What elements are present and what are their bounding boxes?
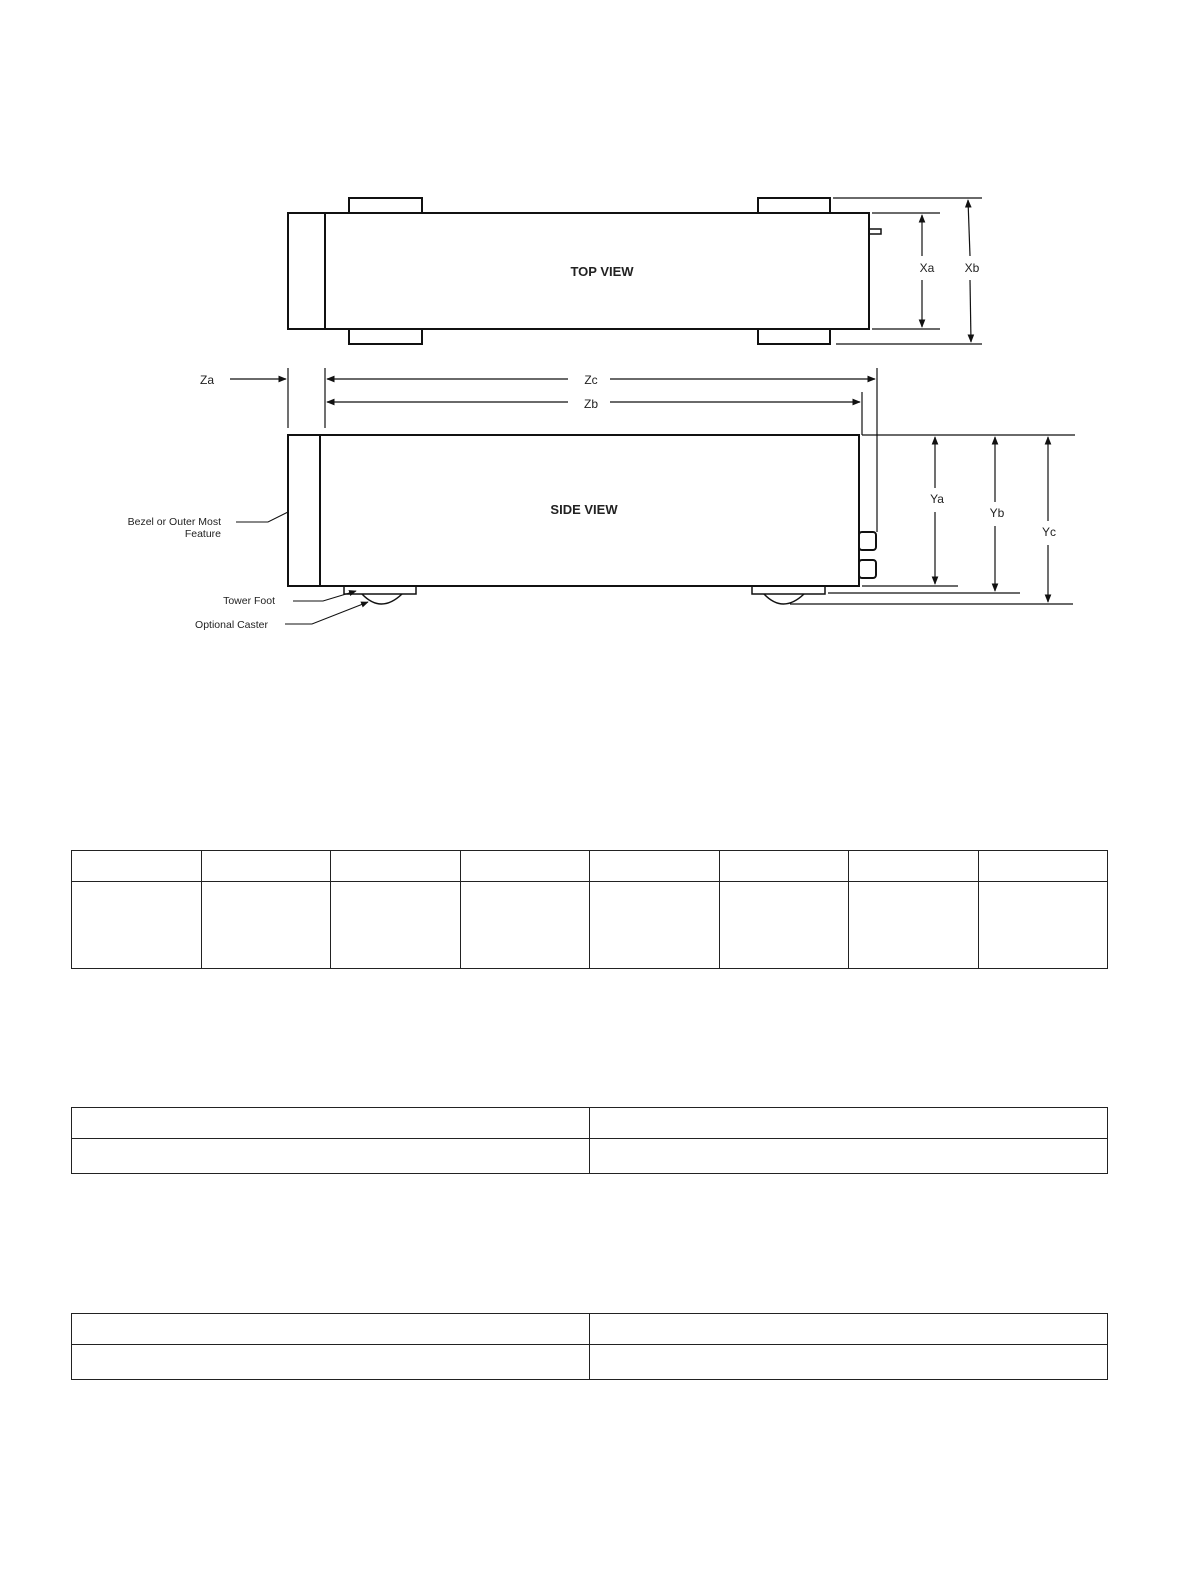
table-cell bbox=[331, 851, 461, 882]
dim-label-yb: Yb bbox=[989, 506, 1005, 520]
top-view-rear-connector bbox=[869, 229, 881, 234]
callout-bezel-line1: Bezel or Outer Most bbox=[127, 516, 221, 528]
dim-label-yc: Yc bbox=[1041, 525, 1057, 539]
table-cell bbox=[72, 1139, 590, 1174]
table-row bbox=[72, 882, 1108, 969]
table-row bbox=[72, 851, 1108, 882]
table-row bbox=[72, 1108, 1108, 1139]
table-cell bbox=[72, 882, 202, 969]
callout-tower-foot: Tower Foot bbox=[223, 595, 275, 607]
dim-label-ya: Ya bbox=[930, 492, 944, 506]
table-cell bbox=[331, 882, 461, 969]
table-cell bbox=[590, 882, 720, 969]
table-cell bbox=[590, 1345, 1108, 1380]
dim-label-zc: Zc bbox=[584, 373, 598, 387]
callout-leaders bbox=[236, 512, 368, 624]
side-view-title: SIDE VIEW bbox=[550, 502, 618, 517]
table-cell bbox=[849, 882, 979, 969]
table-row bbox=[72, 1139, 1108, 1174]
top-view-foot-front-upper bbox=[349, 198, 422, 213]
top-view-title: TOP VIEW bbox=[570, 264, 634, 279]
table-cell bbox=[72, 851, 202, 882]
table-cell bbox=[72, 1314, 590, 1345]
table-cell bbox=[590, 1314, 1108, 1345]
table-cell bbox=[460, 851, 590, 882]
side-view bbox=[288, 435, 876, 604]
side-view-caster-rear bbox=[764, 594, 804, 604]
two-column-table-2 bbox=[71, 1313, 1108, 1380]
table-cell bbox=[460, 882, 590, 969]
table-cell bbox=[978, 882, 1108, 969]
table-cell bbox=[201, 882, 331, 969]
y-dimensions bbox=[790, 435, 1075, 604]
dim-label-zb: Zb bbox=[583, 397, 599, 411]
table-cell bbox=[590, 851, 720, 882]
table-cell bbox=[978, 851, 1108, 882]
optional-caster-leader bbox=[285, 602, 368, 624]
bezel-leader bbox=[236, 512, 288, 522]
xb-arrow-lower bbox=[970, 280, 971, 342]
table-cell bbox=[72, 1345, 590, 1380]
top-view-foot-front-lower bbox=[349, 329, 422, 344]
side-view-rear-port-lower bbox=[859, 560, 876, 578]
table-cell bbox=[590, 1108, 1108, 1139]
dimension-diagram bbox=[0, 0, 1189, 700]
table-cell bbox=[201, 851, 331, 882]
callout-bezel-line2: Feature bbox=[184, 528, 221, 540]
table-cell bbox=[72, 1108, 590, 1139]
callout-optional-caster: Optional Caster bbox=[195, 619, 268, 631]
table-row bbox=[72, 1314, 1108, 1345]
dim-label-xa: Xa bbox=[919, 261, 935, 275]
table-cell bbox=[719, 882, 849, 969]
side-view-tower-foot-rear bbox=[752, 586, 825, 594]
tower-foot-leader bbox=[293, 591, 356, 601]
x-dimensions bbox=[833, 198, 982, 344]
table-cell bbox=[719, 851, 849, 882]
table-cell bbox=[849, 851, 979, 882]
top-view-foot-rear-lower bbox=[758, 329, 830, 344]
dimension-spec-table bbox=[71, 850, 1108, 969]
top-view-foot-rear-upper bbox=[758, 198, 830, 213]
dim-label-xb: Xb bbox=[964, 261, 980, 275]
table-cell bbox=[590, 1139, 1108, 1174]
dim-label-za: Za bbox=[199, 373, 215, 387]
table-row bbox=[72, 1345, 1108, 1380]
two-column-table-1 bbox=[71, 1107, 1108, 1174]
side-view-tower-foot-front bbox=[344, 586, 416, 594]
xb-arrow-upper bbox=[968, 200, 970, 256]
side-view-rear-port-upper bbox=[859, 532, 876, 550]
